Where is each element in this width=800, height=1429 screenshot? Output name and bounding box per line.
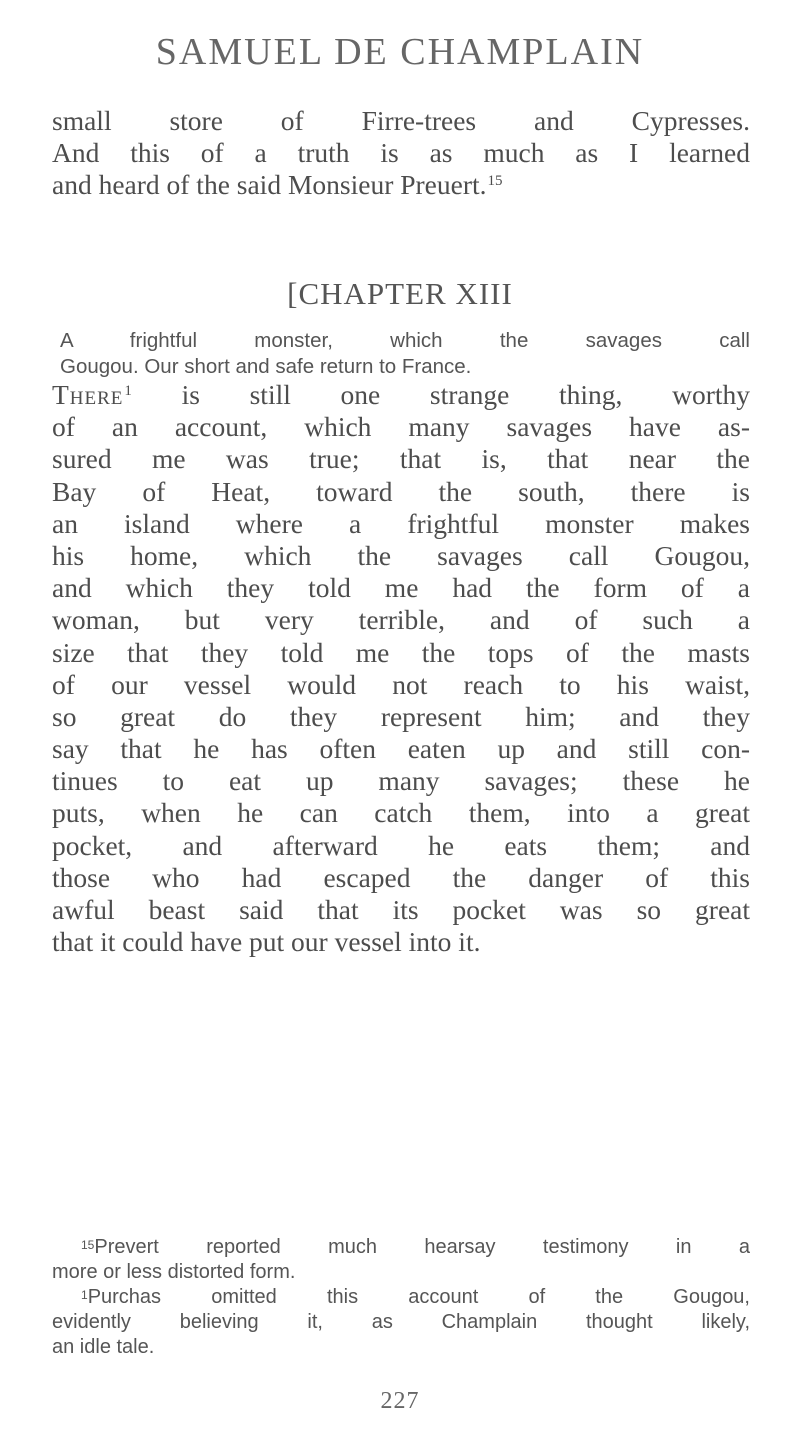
footnote-line xyxy=(52,1235,750,1260)
paragraph-line: small store of Firre-trees and Cypresses. xyxy=(52,105,750,136)
chapter-heading: [CHAPTER XIII xyxy=(287,276,513,311)
paragraph-line: Bay of Heat, toward the south, there is xyxy=(52,475,750,507)
paragraph-line: of our vessel would not reach to his waist, xyxy=(52,668,750,700)
paragraph-line: an island where a frightful monster makes xyxy=(52,507,750,539)
paragraph-line-text: and heard of the said Monsieur Preuert. xyxy=(52,169,487,201)
footnote-marker: 15 xyxy=(81,1238,95,1252)
footnote-marker: 1 xyxy=(81,1288,88,1302)
paragraph-line-text: is still one strange thing, worthy xyxy=(131,379,750,410)
paragraph-line: that it could have put our vessel into it. xyxy=(52,926,481,958)
summary-line: A frightful monster, which the savages call xyxy=(60,329,750,352)
paragraph-line: puts, when he can catch them, into a great xyxy=(52,797,750,829)
paragraph-line: of an account, which many savages have as- xyxy=(52,411,750,443)
paragraph-line: pocket, and afterward he eats them; and xyxy=(52,829,750,861)
paragraph-line: woman, but very terrible, and of such a xyxy=(52,604,750,636)
running-head: SAMUEL DE CHAMPLAIN xyxy=(155,31,645,73)
top-paragraph xyxy=(52,105,750,202)
paragraph-line xyxy=(52,379,750,411)
footnote-line: more or less distorted form. xyxy=(52,1261,296,1283)
opening-word: There xyxy=(52,379,124,410)
paragraph-line: his home, which the savages call Gougou, xyxy=(52,539,750,571)
footnote-marker: 1 xyxy=(124,383,132,399)
footnote-line xyxy=(52,1285,750,1310)
footnote-text: Purchas omitted this account of the Gougou, xyxy=(87,1286,750,1308)
footnote-line: an idle tale. xyxy=(52,1336,155,1358)
paragraph-line: sured me was true; that is, that near the xyxy=(52,443,750,475)
paragraph-line: awful beast said that its pocket was so great xyxy=(52,894,750,925)
paragraph-line: and which they told me had the form of a xyxy=(52,572,750,604)
paragraph-line: And this of a truth is as much as I learned xyxy=(52,137,750,169)
paragraph-line: say that he has often eaten up and still con- xyxy=(52,733,750,765)
footnote-marker: 15 xyxy=(487,173,503,190)
footnotes xyxy=(52,1235,750,1360)
chapter-summary xyxy=(60,328,750,380)
paragraph-line: so great do they represent him; and they xyxy=(52,700,750,732)
main-paragraph xyxy=(52,379,750,958)
paragraph-line: those who had escaped the danger of this xyxy=(52,861,750,893)
summary-line: Gougou. Our short and safe return to France. xyxy=(60,355,472,379)
page-number: 227 xyxy=(380,1388,420,1414)
footnote-text: Prevert reported much hearsay testimony in a xyxy=(94,1236,750,1258)
paragraph-line: tinues to eat up many savages; these he xyxy=(52,765,750,797)
paragraph-line xyxy=(52,169,750,201)
paragraph-line: size that they told me the tops of the masts xyxy=(52,636,750,668)
footnote-line: evidently believing it, as Champlain thought likely, xyxy=(52,1311,750,1333)
